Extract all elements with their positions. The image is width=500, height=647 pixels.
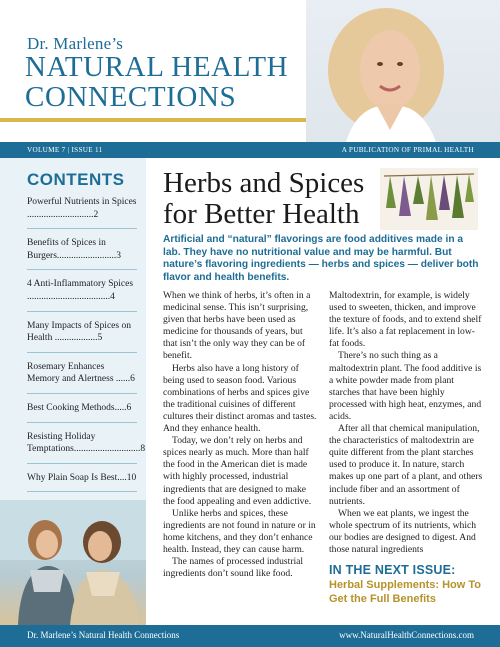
toc-item[interactable]: Rosemary Enhances Memory and Alertness ......6: [27, 361, 137, 394]
toc-item[interactable]: Resisting Holiday Temptations............................8: [27, 431, 137, 464]
article-paragraph: Herbs also have a long history of being used to season food. Various combinations of herbs and spices give the traditional cuisines of different cultures their distinct aromas and tastes. And they enhance health.: [163, 362, 317, 435]
toc-item[interactable]: 4 Anti-Inflammatory Spices ...................................4: [27, 278, 137, 311]
next-issue-title[interactable]: Herbal Supplements: How To Get the Full Benefits: [329, 579, 481, 605]
brand-name-line1: Dr. Marlene’s: [27, 34, 124, 53]
toc-item[interactable]: Many Impacts of Spices on Health ..................5: [27, 320, 137, 353]
article-paragraph: When we eat plants, we ingest the whole spectrum of its nutrients, which our bodies are designed to digest. And those natural ingredients: [329, 507, 477, 555]
article-paragraph: The names of processed industrial ingredients don’t sound like food.: [163, 556, 304, 580]
headline-line2: for Better Health: [163, 198, 360, 230]
article-column-1: [163, 290, 317, 580]
footer-website-link[interactable]: www.NaturalHealthConnections.com: [339, 630, 474, 640]
contents-sidebar: [0, 158, 146, 500]
article-column-2: [329, 290, 483, 556]
publisher-label: A PUBLICATION OF PRIMAL HEALTH: [341, 146, 474, 154]
author-portrait-photo: [306, 0, 500, 142]
volume-issue-label: VOLUME 7 | ISSUE 11: [27, 146, 103, 154]
toc-item[interactable]: Why Plain Soap Is Best....10: [27, 472, 137, 493]
article-paragraph: When we think of herbs, it’s often in a medicinal sense. This isn’t surprising, given that herbs have been used as medicine for thousands of years, but that isn’t the only way they can be of benefit.: [163, 290, 311, 362]
brand-name-line3: CONNECTIONS: [25, 81, 237, 113]
contents-title: CONTENTS: [27, 170, 125, 189]
toc-item[interactable]: Powerful Nutrients in Spices ............................2: [27, 196, 137, 229]
article-paragraph: Unlike herbs and spices, these ingredients are not found in nature or in home kitchens, and they don’t enhance health. Instead, they can cause harm.: [163, 507, 316, 555]
headline-line1: Herbs and Spices: [163, 167, 365, 199]
article-paragraph: Maltodextrin, for example, is widely used to sweeten, thicken, and improve the texture of foods, and to extend shelf life. It’s also a fat replacement in low-fat foods.: [329, 290, 482, 350]
next-issue-box: [329, 563, 483, 606]
issue-info-bar: [0, 142, 500, 158]
toc-item[interactable]: Best Cooking Methods.....6: [27, 402, 137, 423]
friends-laughing-photo: [0, 500, 146, 625]
hanging-herbs-photo: [380, 168, 478, 230]
footer-publication-name: Dr. Marlene’s Natural Health Connections: [27, 630, 180, 640]
next-issue-label: IN THE NEXT ISSUE:: [329, 563, 456, 577]
toc-item[interactable]: Benefits of Spices in Burgers.........................3: [27, 237, 137, 270]
article-paragraph: There’s no such thing as a maltodextrin plant. The food additive is a white powder made from plant starches that have been highly processed with high heat, enzymes, and acids.: [329, 350, 482, 422]
article-dek: Artificial and “natural” flavorings are food additives made in a lab. They have no nutritional value and may be harmful. But nature’s flavoring ingredients — herbs and spices — deliver both flavor and health benefits.: [163, 234, 479, 284]
article-paragraph: After all that chemical manipulation, the characteristics of maltodextrin are quite different from the plant starches used to produce it. In nature, starch makes up one part of a plant, and others include fiber and an assortment of nutrients.: [329, 423, 483, 507]
brand-name-line2: NATURAL HEALTH: [25, 51, 289, 83]
article-headline: [163, 168, 364, 230]
page-footer: [0, 625, 500, 647]
article-paragraph: Today, we don’t rely on herbs and spices nearly as much. More than half the food in the American diet is made with highly processed, industrial ingredients that are designed to make the food appealing and even addictive.: [163, 435, 312, 507]
masthead-gold-rule: [0, 118, 306, 122]
